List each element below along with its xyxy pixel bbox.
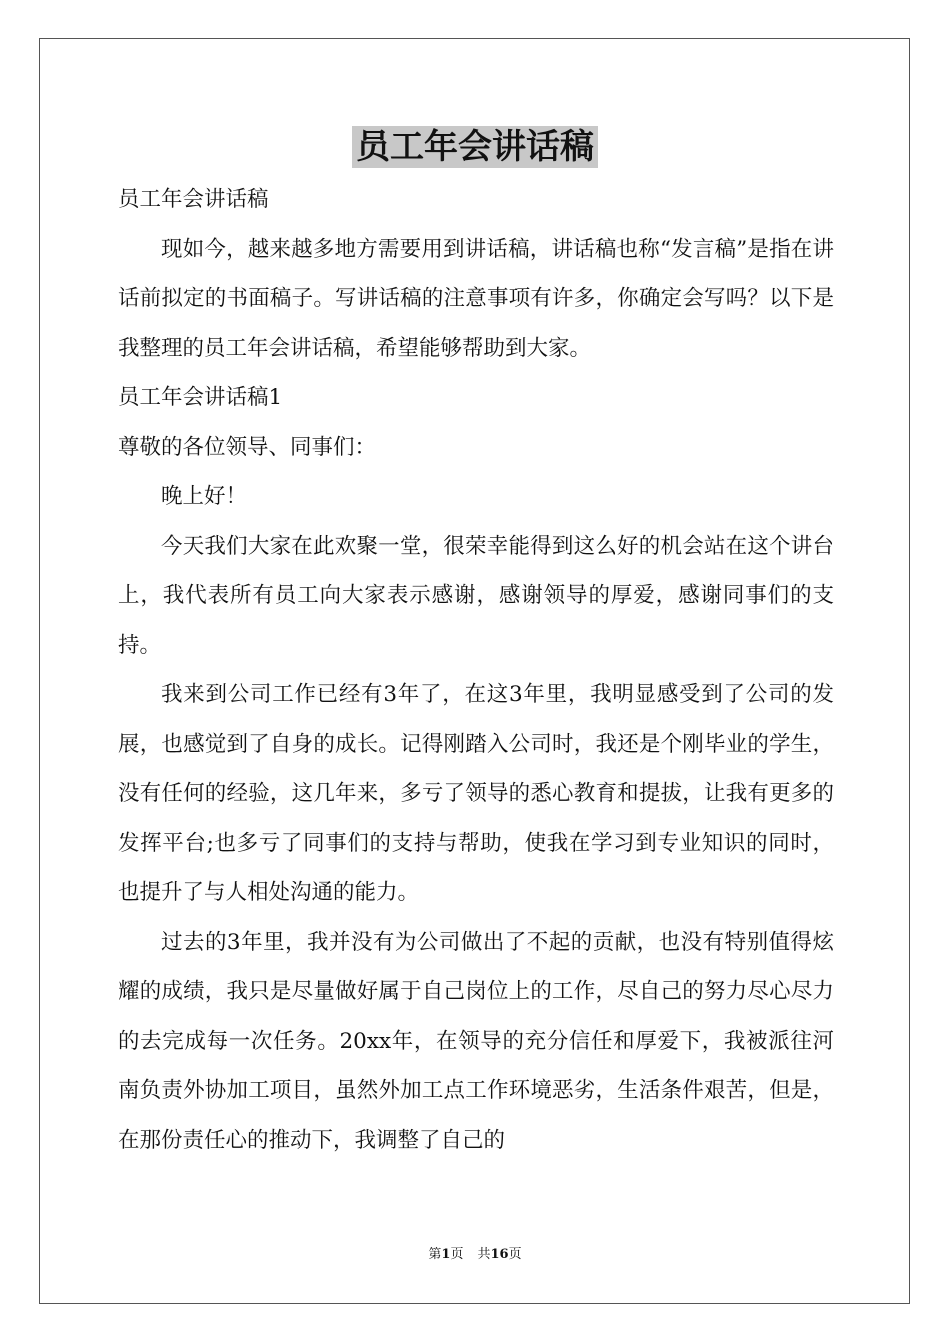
paragraph-body: 今天我们大家在此欢聚一堂，很荣幸能得到这么好的机会站在这个讲台上，我代表所有员工向大家表示感谢，感谢领导的厚爱，感谢同事们的支持。 [118, 533, 834, 658]
paragraph-intro: 现如今，越来越多地方需要用到讲话稿，讲话稿也称“发言稿”是指在讲话前拟定的书面稿子。写讲话稿的注意事项有许多，你确定会写吗？以下是我整理的员工年会讲话稿，希望能够帮助到大家。 [118, 236, 834, 361]
total-prefix: 共 [477, 1247, 491, 1262]
page-suffix: 页 [450, 1247, 464, 1262]
paragraph-subtitle: 员工年会讲话稿 [118, 187, 269, 212]
page-total: 16 [490, 1247, 509, 1262]
total-suffix: 页 [508, 1247, 522, 1262]
document-title [0, 126, 950, 176]
paragraph-section-heading: 员工年会讲话稿1 [118, 385, 283, 410]
document-body [118, 175, 834, 1165]
paragraph-greeting: 晚上好！ [161, 484, 248, 509]
document-title-text: 员工年会讲话稿 [352, 126, 598, 168]
paragraph-body: 过去的3年里，我并没有为公司做出了不起的贡献，也没有特别值得炫耀的成绩，我只是尽量做好属于自己岗位上的工作，尽自己的努力尽心尽力的去完成每一次任务。20xx年，在领导的充分信任和厚爱下，我被派往河南负责外协加工项目，虽然外加工点工作环境恶劣，生活条件艰苦，但是，在那份责任心的推动下，我调整了自己的 [118, 929, 834, 1153]
page-footer [0, 1245, 950, 1265]
paragraph-salutation: 尊敬的各位领导、同事们： [118, 434, 377, 460]
paragraph-body: 我来到公司工作已经有3年了，在这3年里，我明显感受到了公司的发展，也感觉到了自身的成长。记得刚踏入公司时，我还是个刚毕业的学生，没有任何的经验，这几年来，多亏了领导的悉心教育和提拔，让我有更多的发挥平台;也多亏了同事们的支持与帮助，使我在学习到专业知识的同时，也提升了与人相处沟通的能力。 [118, 682, 834, 905]
page-prefix: 第 [428, 1247, 442, 1262]
page-current: 1 [441, 1247, 451, 1262]
